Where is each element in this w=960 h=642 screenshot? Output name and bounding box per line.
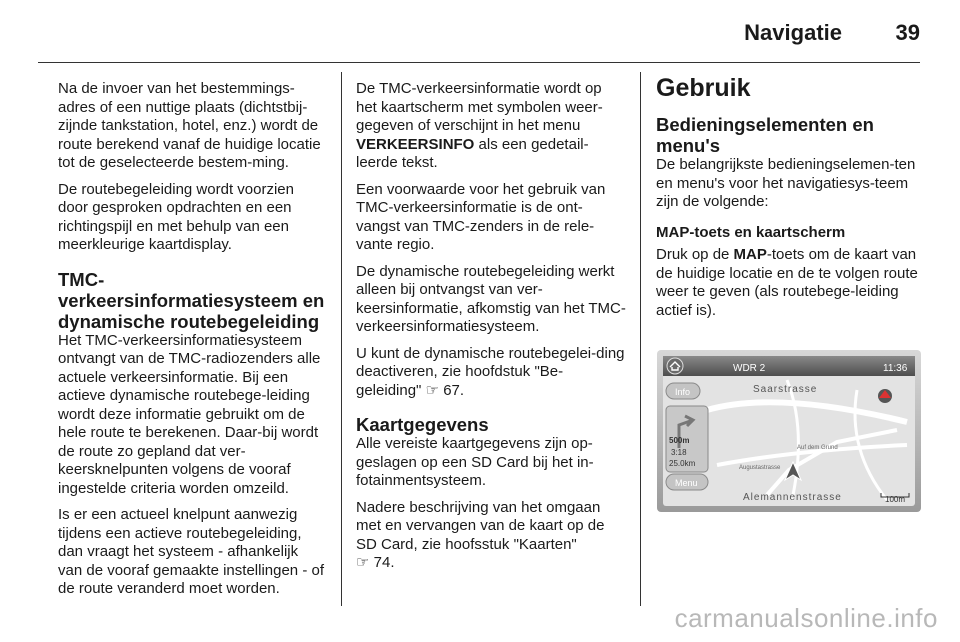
col1-paragraph-2: De routebegeleiding wordt voorzien door gesproken opdrachten en een richtingspijl en met behulp van een meerkleurige kaartdisplay. bbox=[58, 180, 294, 253]
remaining-distance: 25.0km bbox=[669, 459, 696, 468]
col1-paragraph-1: Na de invoer van het bestemmings-adres of een nuttige plaats (dichtstbij-zijnde tankstation, hotel, enz.) wordt de route berekend vanaf de huidige locatie tot de geselecteerde bestem-ming. bbox=[58, 80, 321, 171]
col2-p1-text-end: als een gedetail-leerde tekst. bbox=[356, 135, 589, 171]
page-ref-74[interactable]: 74 bbox=[373, 554, 391, 571]
page-ref-67[interactable]: 67 bbox=[443, 381, 460, 399]
heading-gebruik: Gebruik bbox=[656, 74, 751, 102]
col2-paragraph-5: Alle vereiste kaartgegevens zijn op-geslagen op een SD Card bij het in-fotainmentsysteem. bbox=[356, 435, 594, 489]
status-bar bbox=[663, 356, 915, 376]
column-divider-2 bbox=[640, 72, 641, 606]
heading-tmc: TMC-verkeersinformatiesysteem en dynamische routebegeleiding bbox=[58, 268, 325, 332]
verkeersinfo-keyword: VERKEERSINFO bbox=[356, 135, 475, 153]
column-3 bbox=[656, 74, 926, 328]
menu-button-label: Menu bbox=[675, 478, 698, 488]
home-icon[interactable] bbox=[667, 358, 683, 374]
watermark: carmanualsonline.info bbox=[674, 603, 938, 633]
turn-distance: 500m bbox=[669, 436, 690, 445]
page-ref-icon: ☞ bbox=[356, 554, 370, 571]
column-1 bbox=[58, 80, 326, 607]
col3-paragraph-1: De belangrijkste bedieningselemen-ten en menu's voor het navigatiesys-teem zijn de volgende: bbox=[656, 156, 916, 210]
navigation-screen-image bbox=[657, 350, 921, 512]
col2-paragraph-3: De dynamische routebegeleiding werkt alleen bij ontvangst van ver-keersinformatie, afkomstig van het TMC-verkeersinformatiesysteem. bbox=[356, 262, 626, 335]
col3-paragraph-2 bbox=[656, 246, 926, 320]
col2-paragraph-1 bbox=[356, 80, 626, 173]
street-minor-1: Auf dem Grund bbox=[797, 445, 838, 451]
map-scale: 100m bbox=[885, 495, 906, 504]
col3-p2-text-end: -toets om de kaart van de huidige locatie en de te volgen route weer te geven (als routebege-leiding actief is). bbox=[656, 246, 918, 319]
eta: 3:18 bbox=[671, 448, 687, 457]
column-divider-1 bbox=[341, 72, 342, 606]
col1-paragraph-4: Is er een actueel knelpunt aanwezig tijdens een actieve routebegeleiding, dan vraagt het systeem - afhankelijk van de vooraf gemaakte instellingen - of de route veranderd moet worden. bbox=[58, 506, 324, 597]
heading-bedieningselementen: Bedieningselementen en menu's bbox=[656, 114, 874, 156]
col2-p4-text: U kunt de dynamische routebegelei-ding deactiveren, zie hoofdstuk "Be-geleiding" bbox=[356, 344, 625, 399]
col2-paragraph-2: Een voorwaarde voor het gebruik van TMC-verkeersinformatie is de ont-vangst van TMC-zenders in de rele-vante regio. bbox=[356, 180, 606, 253]
col3-p2-text: Druk op de bbox=[656, 246, 730, 263]
page-title: Navigatie bbox=[744, 20, 842, 45]
col1-paragraph-3: Het TMC-verkeersinformatiesysteem ontvangt van de TMC-radiozenders alle actuele verkeersinformatie. Bij een actieve dynamische routebege-leiding wordt deze informatie gebruikt om de hele route te berekenen. Daar-bij wordt de route zo gepland dat ver-keersknelpunten volgens de vooraf ingestelde criteria worden omzeild. bbox=[58, 331, 321, 497]
heading-map-toets: MAP-toets en kaartscherm bbox=[656, 223, 846, 241]
street-bottom: Alemannenstrasse bbox=[743, 492, 842, 503]
column-2 bbox=[356, 80, 626, 581]
col2-paragraph-6: Nadere beschrijving van het omgaan met en vervangen van de kaart op de SD Card, zie hoofsstuk "Kaarten" ☞ 74. bbox=[356, 498, 605, 571]
info-button-label: Info bbox=[675, 387, 691, 397]
map-keyword: MAP bbox=[733, 246, 767, 263]
station-name: WDR 2 bbox=[733, 363, 766, 374]
street-top: Saarstrasse bbox=[753, 384, 818, 395]
navigation-screen-svg bbox=[657, 350, 921, 512]
col2-p1-text: De TMC-verkeersinformatie wordt op het kaartscherm met symbolen weer-gegeven of verschijnt in het menu bbox=[356, 80, 603, 134]
street-minor-2: Augustastrasse bbox=[739, 465, 781, 471]
heading-kaartgegevens: Kaartgegevens bbox=[356, 414, 489, 435]
header-rule bbox=[38, 62, 920, 63]
col2-paragraph-4: U kunt de dynamische routebegelei-ding deactiveren, zie hoofdstuk "Be-geleiding" ☞ 67. bbox=[356, 344, 625, 399]
page-ref-icon: ☞ bbox=[425, 381, 440, 399]
col2-p6-text: Nadere beschrijving van het omgaan met en vervangen van de kaart op de SD Card, zie hoofsstuk "Kaarten" bbox=[356, 498, 605, 553]
clock-time: 11:36 bbox=[883, 363, 908, 374]
page-number: 39 bbox=[895, 20, 920, 45]
